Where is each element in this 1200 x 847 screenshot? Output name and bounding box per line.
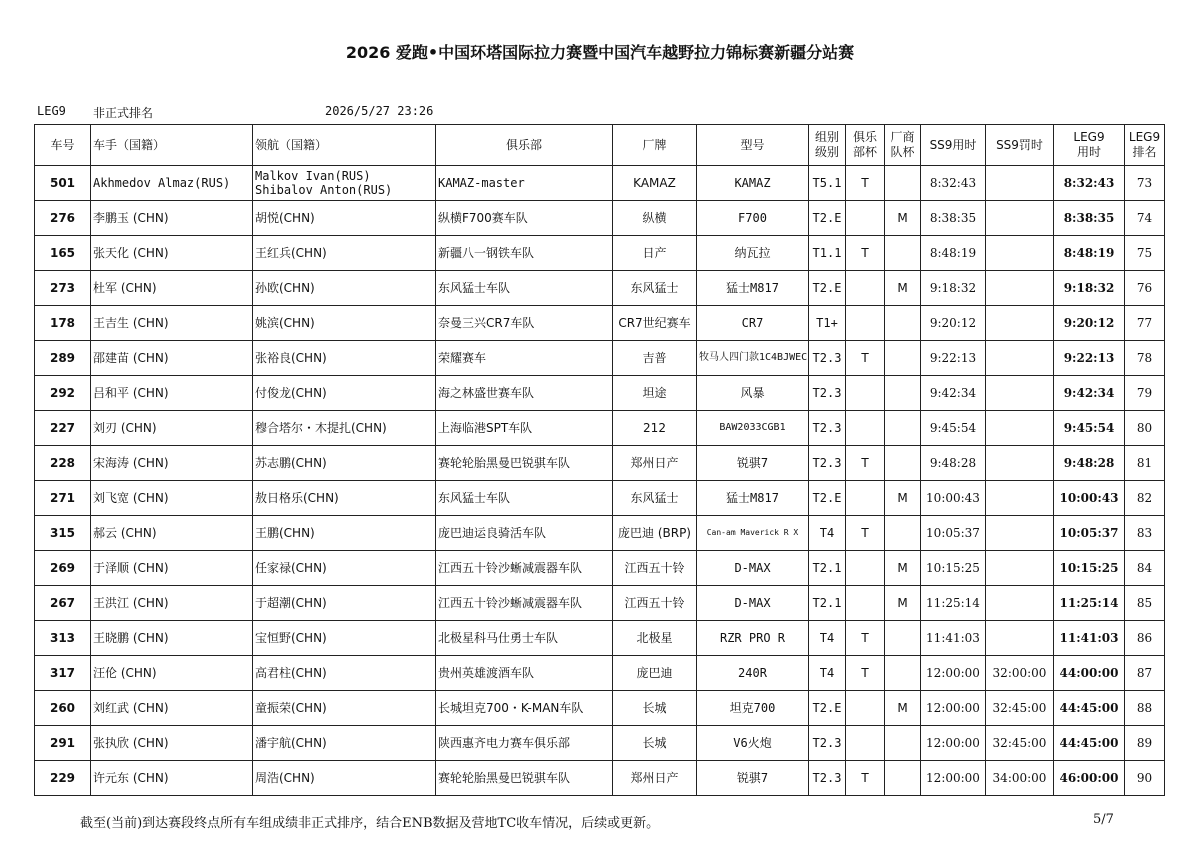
ss9-time-cell: 9:48:28: [921, 446, 986, 481]
ss9-time-cell: 9:18:32: [921, 271, 986, 306]
driver-cell: 王晓鹏 (CHN): [91, 621, 253, 656]
header-driver: 车手（国籍）: [91, 125, 253, 166]
ss9-penalty-cell: 34:00:00: [986, 761, 1054, 796]
driver-cell: 张执欣 (CHN): [91, 726, 253, 761]
navigator-cell: 周浩(CHN): [253, 761, 436, 796]
club-cell: 北极星科马仕勇士车队: [436, 621, 613, 656]
table-row: [35, 516, 1165, 551]
maker-cup-cell: M: [885, 586, 921, 621]
header-ss9-time: SS9用时: [921, 125, 986, 166]
ss9-penalty-cell: [986, 551, 1054, 586]
club-cell: KAMAZ-master: [436, 166, 613, 201]
report-datetime: 2026/5/27 23:26: [325, 104, 434, 118]
leg9-rank-cell: 90: [1125, 761, 1165, 796]
ss9-penalty-cell: [986, 516, 1054, 551]
club-cup-cell: [846, 551, 885, 586]
header-leg9-rank: LEG9 排名: [1125, 125, 1165, 166]
ss9-time-cell: 8:38:35: [921, 201, 986, 236]
table-row: [35, 551, 1165, 586]
leg9-time-cell: 9:48:28: [1054, 446, 1125, 481]
club-cell: 奈曼三兴CR7车队: [436, 306, 613, 341]
club-cup-cell: [846, 306, 885, 341]
table-row: [35, 306, 1165, 341]
ss9-penalty-cell: [986, 376, 1054, 411]
maker-cup-cell: M: [885, 551, 921, 586]
brand-cell: 东风猛士: [613, 481, 697, 516]
brand-cell: 东风猛士: [613, 271, 697, 306]
brand-cell: 庞巴迪 (BRP): [613, 516, 697, 551]
leg9-rank-cell: 81: [1125, 446, 1165, 481]
table-header-row: [35, 125, 1165, 166]
driver-cell: 吕和平 (CHN): [91, 376, 253, 411]
group-cell: T2.3: [809, 411, 846, 446]
ss9-penalty-cell: [986, 411, 1054, 446]
ss9-penalty-cell: [986, 271, 1054, 306]
leg9-time-cell: 44:45:00: [1054, 726, 1125, 761]
model-cell: 风暴: [697, 376, 809, 411]
ss9-time-cell: 8:32:43: [921, 166, 986, 201]
ss9-penalty-cell: [986, 166, 1054, 201]
navigator-cell: 童振荣(CHN): [253, 691, 436, 726]
leg9-rank-cell: 80: [1125, 411, 1165, 446]
club-cup-cell: [846, 691, 885, 726]
table-row: [35, 586, 1165, 621]
group-cell: T4: [809, 621, 846, 656]
brand-cell: KAMAZ: [613, 166, 697, 201]
ss9-time-cell: 12:00:00: [921, 656, 986, 691]
model-cell: 牧马人四门款1C4BJWEC: [697, 341, 809, 376]
navigator-cell: 王红兵(CHN): [253, 236, 436, 271]
leg9-time-cell: 9:20:12: [1054, 306, 1125, 341]
navigator-cell: 潘宇航(CHN): [253, 726, 436, 761]
car-number-cell: 269: [35, 551, 91, 586]
driver-cell: 汪伦 (CHN): [91, 656, 253, 691]
driver-cell: 李鹏玉 (CHN): [91, 201, 253, 236]
ss9-penalty-cell: [986, 236, 1054, 271]
club-cell: 赛轮轮胎黑曼巴锐骐车队: [436, 761, 613, 796]
brand-cell: 吉普: [613, 341, 697, 376]
club-cup-cell: T: [846, 236, 885, 271]
club-cell: 贵州英雄渡酒车队: [436, 656, 613, 691]
model-cell: RZR PRO R: [697, 621, 809, 656]
footer-note: 截至(当前)到达赛段终点所有车组成绩非正式排序，结合ENB数据及营地TC收车情况，后续或更新。: [80, 816, 660, 831]
table-row: [35, 481, 1165, 516]
ss9-time-cell: 8:48:19: [921, 236, 986, 271]
header-brand: 厂牌: [613, 125, 697, 166]
maker-cup-cell: [885, 446, 921, 481]
club-cup-cell: T: [846, 656, 885, 691]
leg9-time-cell: 10:00:43: [1054, 481, 1125, 516]
leg9-rank-cell: 76: [1125, 271, 1165, 306]
ss9-penalty-cell: 32:45:00: [986, 691, 1054, 726]
group-cell: T2.E: [809, 691, 846, 726]
club-cup-cell: [846, 201, 885, 236]
leg9-rank-cell: 84: [1125, 551, 1165, 586]
leg9-time-cell: 9:22:13: [1054, 341, 1125, 376]
navigator-cell: 于超潮(CHN): [253, 586, 436, 621]
ss9-time-cell: 9:45:54: [921, 411, 986, 446]
brand-cell: 纵横: [613, 201, 697, 236]
leg9-time-cell: 44:45:00: [1054, 691, 1125, 726]
ss9-time-cell: 9:20:12: [921, 306, 986, 341]
leg9-time-cell: 10:05:37: [1054, 516, 1125, 551]
club-cell: 江西五十铃沙蜥减震器车队: [436, 551, 613, 586]
leg9-time-cell: 11:41:03: [1054, 621, 1125, 656]
group-cell: T4: [809, 516, 846, 551]
brand-cell: 长城: [613, 691, 697, 726]
club-cell: 纵横F700赛车队: [436, 201, 613, 236]
car-number-cell: 291: [35, 726, 91, 761]
ss9-penalty-cell: [986, 621, 1054, 656]
leg9-time-cell: 10:15:25: [1054, 551, 1125, 586]
club-cup-cell: [846, 376, 885, 411]
driver-cell: Akhmedov Almaz(RUS): [91, 166, 253, 201]
header-leg9-time: LEG9 用时: [1054, 125, 1125, 166]
ss9-penalty-cell: [986, 586, 1054, 621]
driver-cell: 邵建苗 (CHN): [91, 341, 253, 376]
table-row: [35, 446, 1165, 481]
maker-cup-cell: [885, 621, 921, 656]
club-cup-cell: T: [846, 166, 885, 201]
car-number-cell: 227: [35, 411, 91, 446]
leg-label: LEG9: [37, 104, 66, 118]
leg9-time-cell: 9:18:32: [1054, 271, 1125, 306]
club-cell: 新疆八一钢铁车队: [436, 236, 613, 271]
model-cell: 锐骐7: [697, 761, 809, 796]
table-row: [35, 411, 1165, 446]
group-cell: T2.E: [809, 201, 846, 236]
club-cup-cell: T: [846, 516, 885, 551]
car-number-cell: 276: [35, 201, 91, 236]
club-cell: 荣耀赛车: [436, 341, 613, 376]
brand-cell: 日产: [613, 236, 697, 271]
navigator-cell: 孙欧(CHN): [253, 271, 436, 306]
leg9-rank-cell: 77: [1125, 306, 1165, 341]
club-cup-cell: [846, 271, 885, 306]
ss9-time-cell: 11:41:03: [921, 621, 986, 656]
club-cell: 上海临港SPT车队: [436, 411, 613, 446]
leg9-rank-cell: 88: [1125, 691, 1165, 726]
navigator-cell: [253, 166, 436, 201]
model-cell: BAW2033CGB1: [697, 411, 809, 446]
ss9-penalty-cell: [986, 201, 1054, 236]
group-cell: T5.1: [809, 166, 846, 201]
navigator-cell: 张裕良(CHN): [253, 341, 436, 376]
ss9-penalty-cell: [986, 446, 1054, 481]
club-cup-cell: T: [846, 341, 885, 376]
leg9-time-cell: 44:00:00: [1054, 656, 1125, 691]
group-cell: T2.E: [809, 271, 846, 306]
table-row: [35, 341, 1165, 376]
brand-cell: 坦途: [613, 376, 697, 411]
club-cell: 庞巴迪运良骑活车队: [436, 516, 613, 551]
driver-cell: 王洪江 (CHN): [91, 586, 253, 621]
page-title: 2026 爱跑•中国环塔国际拉力赛暨中国汽车越野拉力锦标赛新疆分站赛: [345, 43, 855, 62]
group-cell: T1+: [809, 306, 846, 341]
ss9-time-cell: 9:22:13: [921, 341, 986, 376]
ss9-penalty-cell: [986, 341, 1054, 376]
header-car-no: 车号: [35, 125, 91, 166]
group-cell: T2.3: [809, 341, 846, 376]
model-cell: Can-am Maverick R X: [697, 516, 809, 551]
table-row: [35, 376, 1165, 411]
navigator-cell: 苏志鹏(CHN): [253, 446, 436, 481]
maker-cup-cell: [885, 166, 921, 201]
table-row: [35, 656, 1165, 691]
model-cell: D-MAX: [697, 586, 809, 621]
model-cell: 纳瓦拉: [697, 236, 809, 271]
navigator-line-2: Shibalov Anton(RUS): [255, 183, 393, 197]
group-cell: T2.3: [809, 376, 846, 411]
brand-cell: CR7世纪赛车: [613, 306, 697, 341]
brand-cell: 郑州日产: [613, 446, 697, 481]
club-cup-cell: [846, 726, 885, 761]
maker-cup-cell: [885, 656, 921, 691]
navigator-cell: 宝恒野(CHN): [253, 621, 436, 656]
navigator-cell: 任家禄(CHN): [253, 551, 436, 586]
maker-cup-cell: [885, 761, 921, 796]
group-cell: T2.1: [809, 551, 846, 586]
car-number-cell: 165: [35, 236, 91, 271]
maker-cup-cell: [885, 236, 921, 271]
maker-cup-cell: M: [885, 481, 921, 516]
group-cell: T2.1: [809, 586, 846, 621]
driver-cell: 于泽顺 (CHN): [91, 551, 253, 586]
maker-cup-cell: [885, 341, 921, 376]
table-row: [35, 271, 1165, 306]
ss9-time-cell: 10:00:43: [921, 481, 986, 516]
car-number-cell: 501: [35, 166, 91, 201]
header-club-cup: 俱乐 部杯: [846, 125, 885, 166]
brand-cell: 长城: [613, 726, 697, 761]
car-number-cell: 260: [35, 691, 91, 726]
club-cell: 海之林盛世赛车队: [436, 376, 613, 411]
leg9-rank-cell: 73: [1125, 166, 1165, 201]
brand-cell: 江西五十铃: [613, 586, 697, 621]
brand-cell: 江西五十铃: [613, 551, 697, 586]
navigator-cell: 穆合塔尔・木提扎(CHN): [253, 411, 436, 446]
results-table: [34, 124, 1165, 796]
ss9-time-cell: 12:00:00: [921, 691, 986, 726]
header-maker-cup: 厂商 队杯: [885, 125, 921, 166]
car-number-cell: 292: [35, 376, 91, 411]
car-number-cell: 313: [35, 621, 91, 656]
driver-cell: 刘红武 (CHN): [91, 691, 253, 726]
maker-cup-cell: [885, 726, 921, 761]
leg9-time-cell: 8:32:43: [1054, 166, 1125, 201]
maker-cup-cell: M: [885, 201, 921, 236]
header-navigator: 领航（国籍）: [253, 125, 436, 166]
group-cell: T2.3: [809, 446, 846, 481]
navigator-cell: 姚滨(CHN): [253, 306, 436, 341]
club-cup-cell: T: [846, 446, 885, 481]
leg9-rank-cell: 82: [1125, 481, 1165, 516]
club-cell: 东风猛士车队: [436, 271, 613, 306]
maker-cup-cell: [885, 376, 921, 411]
leg9-rank-cell: 85: [1125, 586, 1165, 621]
ss9-time-cell: 11:25:14: [921, 586, 986, 621]
leg9-rank-cell: 87: [1125, 656, 1165, 691]
club-cup-cell: [846, 586, 885, 621]
table-row: [35, 236, 1165, 271]
navigator-cell: 付俊龙(CHN): [253, 376, 436, 411]
maker-cup-cell: [885, 516, 921, 551]
driver-cell: 张天化 (CHN): [91, 236, 253, 271]
group-cell: T2.3: [809, 726, 846, 761]
club-cup-cell: T: [846, 761, 885, 796]
brand-cell: 212: [613, 411, 697, 446]
club-cell: 东风猛士车队: [436, 481, 613, 516]
navigator-cell: 王鹏(CHN): [253, 516, 436, 551]
ss9-time-cell: 10:15:25: [921, 551, 986, 586]
brand-cell: 北极星: [613, 621, 697, 656]
navigator-cell: 敖日格乐(CHN): [253, 481, 436, 516]
club-cup-cell: [846, 481, 885, 516]
table-row: [35, 201, 1165, 236]
ss9-time-cell: 12:00:00: [921, 761, 986, 796]
club-cup-cell: T: [846, 621, 885, 656]
leg9-rank-cell: 75: [1125, 236, 1165, 271]
model-cell: F700: [697, 201, 809, 236]
ss9-penalty-cell: 32:45:00: [986, 726, 1054, 761]
navigator-cell: 胡悦(CHN): [253, 201, 436, 236]
driver-cell: 许元东 (CHN): [91, 761, 253, 796]
maker-cup-cell: [885, 306, 921, 341]
group-cell: T1.1: [809, 236, 846, 271]
model-cell: D-MAX: [697, 551, 809, 586]
group-cell: T4: [809, 656, 846, 691]
ss9-penalty-cell: [986, 306, 1054, 341]
leg9-rank-cell: 89: [1125, 726, 1165, 761]
club-cell: 赛轮轮胎黑曼巴锐骐车队: [436, 446, 613, 481]
car-number-cell: 228: [35, 446, 91, 481]
car-number-cell: 271: [35, 481, 91, 516]
leg9-rank-cell: 74: [1125, 201, 1165, 236]
model-cell: 240R: [697, 656, 809, 691]
ss9-time-cell: 10:05:37: [921, 516, 986, 551]
leg9-time-cell: 9:45:54: [1054, 411, 1125, 446]
car-number-cell: 315: [35, 516, 91, 551]
car-number-cell: 178: [35, 306, 91, 341]
leg9-time-cell: 8:38:35: [1054, 201, 1125, 236]
table-row: [35, 621, 1165, 656]
car-number-cell: 317: [35, 656, 91, 691]
maker-cup-cell: M: [885, 271, 921, 306]
maker-cup-cell: M: [885, 691, 921, 726]
header-ss9-penalty: SS9罚时: [986, 125, 1054, 166]
model-cell: KAMAZ: [697, 166, 809, 201]
table-row: [35, 761, 1165, 796]
ss9-penalty-cell: 32:00:00: [986, 656, 1054, 691]
car-number-cell: 267: [35, 586, 91, 621]
car-number-cell: 273: [35, 271, 91, 306]
brand-cell: 郑州日产: [613, 761, 697, 796]
ss9-time-cell: 12:00:00: [921, 726, 986, 761]
table-row: [35, 691, 1165, 726]
model-cell: 坦克700: [697, 691, 809, 726]
header-club: 俱乐部: [436, 125, 613, 166]
brand-cell: 庞巴迪: [613, 656, 697, 691]
navigator-line-1: Malkov Ivan(RUS): [255, 169, 371, 183]
leg9-time-cell: 46:00:00: [1054, 761, 1125, 796]
leg9-rank-cell: 86: [1125, 621, 1165, 656]
leg9-time-cell: 9:42:34: [1054, 376, 1125, 411]
driver-cell: 刘飞宽 (CHN): [91, 481, 253, 516]
car-number-cell: 229: [35, 761, 91, 796]
navigator-cell: 高君柱(CHN): [253, 656, 436, 691]
model-cell: 猛士M817: [697, 481, 809, 516]
model-cell: 锐骐7: [697, 446, 809, 481]
club-cup-cell: [846, 411, 885, 446]
model-cell: 猛士M817: [697, 271, 809, 306]
leg9-rank-cell: 79: [1125, 376, 1165, 411]
ranking-status: 非正式排名: [93, 106, 154, 120]
group-cell: T2.3: [809, 761, 846, 796]
header-model: 型号: [697, 125, 809, 166]
model-cell: CR7: [697, 306, 809, 341]
maker-cup-cell: [885, 411, 921, 446]
leg9-time-cell: 11:25:14: [1054, 586, 1125, 621]
car-number-cell: 289: [35, 341, 91, 376]
ss9-time-cell: 9:42:34: [921, 376, 986, 411]
club-cell: 江西五十铃沙蜥减震器车队: [436, 586, 613, 621]
leg9-time-cell: 8:48:19: [1054, 236, 1125, 271]
table-row: [35, 166, 1165, 201]
driver-cell: 刘刃 (CHN): [91, 411, 253, 446]
driver-cell: 宋海涛 (CHN): [91, 446, 253, 481]
group-cell: T2.E: [809, 481, 846, 516]
leg9-rank-cell: 83: [1125, 516, 1165, 551]
header-group: 组别 级别: [809, 125, 846, 166]
page-number: 5/7: [1093, 812, 1114, 827]
club-cell: 长城坦克700・K-MAN车队: [436, 691, 613, 726]
model-cell: V6火炮: [697, 726, 809, 761]
driver-cell: 杜军 (CHN): [91, 271, 253, 306]
table-row: [35, 726, 1165, 761]
driver-cell: 郝云 (CHN): [91, 516, 253, 551]
driver-cell: 王吉生 (CHN): [91, 306, 253, 341]
club-cell: 陕西惠齐电力赛车俱乐部: [436, 726, 613, 761]
ss9-penalty-cell: [986, 481, 1054, 516]
leg9-rank-cell: 78: [1125, 341, 1165, 376]
